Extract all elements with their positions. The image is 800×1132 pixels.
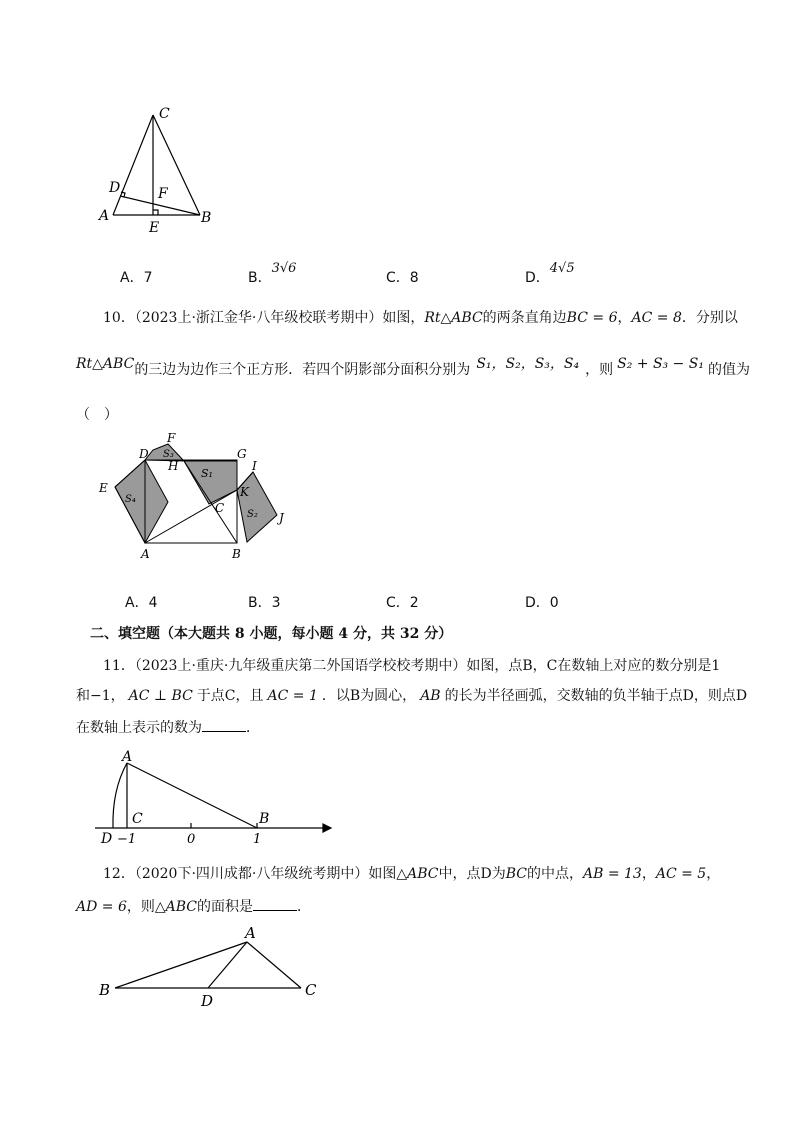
q9-option-d[interactable]: D．4√5 <box>525 261 575 286</box>
q10-option-c[interactable]: C．2 <box>386 595 419 611</box>
q9-label-f: F <box>158 186 168 202</box>
q12-figure <box>95 922 335 1012</box>
q10-label-i: I <box>252 459 257 473</box>
q11-figure <box>95 745 335 845</box>
q9-right-angle-e <box>153 210 158 215</box>
q12-side-ac <box>247 942 301 988</box>
q10-label-f: F <box>167 431 176 445</box>
q10-line-2: Rt△ABC的三边为边作三个正方形．若四个阴影部分面积分别为 S₁，S₂，S₃，S₄ ，则 S₂ + S₃ − S₁ 的值为 <box>76 356 750 378</box>
q9-option-c[interactable]: C．8 <box>386 270 419 286</box>
q11-label-a: A <box>122 749 133 765</box>
q9-figure <box>95 100 225 235</box>
q9-label-a: A <box>99 208 110 224</box>
q11-line-3: 在数轴上表示的数为 ． <box>76 717 260 738</box>
q10-label-a: A <box>141 547 150 561</box>
q10-label-g: G <box>237 447 247 461</box>
q11-tick-label-1: 1 <box>253 832 262 845</box>
q9-label-b: B <box>201 210 212 226</box>
q11-tick-label-0: 0 <box>187 832 196 845</box>
q12-line-2: AD = 6，则△ABC的面积是 ． <box>76 896 311 917</box>
q11-segment-ab <box>127 763 257 828</box>
q11-label-b: B <box>259 811 270 827</box>
q11-label-c: C <box>132 811 143 827</box>
q10-line-1: 10．（2023上·浙江金华·八年级校联考期中）如图，Rt△ABC的两条直角边BC = 6，AC = 8．分别以 <box>103 310 738 326</box>
q10-label-s3: S₃ <box>163 449 174 460</box>
q9-option-b[interactable]: B．3√6 <box>248 261 297 286</box>
q10-label-d: D <box>139 447 149 461</box>
section-title-fill-in: 二、填空题（本大题共 8 小题，每小题 4 分，共 32 分） <box>90 626 453 642</box>
q10-option-d[interactable]: D．0 <box>525 595 559 611</box>
q11-arc <box>113 763 127 828</box>
q9-label-c: C <box>159 106 170 122</box>
q11-tick-label-neg1: −1 <box>117 832 137 845</box>
q10-label-s2: S₂ <box>247 509 258 520</box>
q10-option-a[interactable]: A．4 <box>125 595 158 611</box>
q10-label-c: C <box>215 501 225 515</box>
q12-label-d: D <box>201 992 214 1010</box>
q10-figure <box>95 430 305 565</box>
q10-answer-paren: （ ） <box>76 407 118 423</box>
q9-option-a[interactable]: A．7 <box>120 270 153 286</box>
q11-label-d: D <box>101 831 113 845</box>
q11-arrow-icon <box>323 824 331 832</box>
q10-label-k: K <box>240 485 249 499</box>
q12-label-a: A <box>245 924 256 942</box>
q12-line-1: 12．（2020下·四川成都·八年级统考期中）如图△ABC中，点D为BC的中点，AB = 13，AC = 5， <box>103 866 721 882</box>
q10-label-h: H <box>168 459 179 473</box>
q10-option-b[interactable]: B．3 <box>248 595 281 611</box>
q9-label-e: E <box>149 220 160 235</box>
q12-label-c: C <box>305 981 317 999</box>
q10-label-j: J <box>279 511 284 525</box>
q10-label-b: B <box>232 547 241 561</box>
q12-label-b: B <box>99 981 111 999</box>
q10-label-e: E <box>99 481 108 495</box>
q11-line-1: 11．（2023上·重庆·九年级重庆第二外国语学校校考期中）如图，点B，C在数轴上对应的数分别是1 <box>103 658 721 674</box>
q9-side-ca <box>113 115 153 215</box>
q10-label-s1: S₁ <box>201 467 213 480</box>
q9-label-d: D <box>109 180 121 196</box>
q10-label-s4: S₄ <box>125 494 136 505</box>
q12-answer-blank[interactable] <box>253 896 297 911</box>
q11-answer-blank[interactable] <box>202 717 246 732</box>
q11-line-2: 和−1， AC ⊥ BC 于点C，且 AC = 1 ．以B为圆心， AB 的长为半径画弧，交数轴的负半轴于点D，则点D <box>76 688 748 704</box>
